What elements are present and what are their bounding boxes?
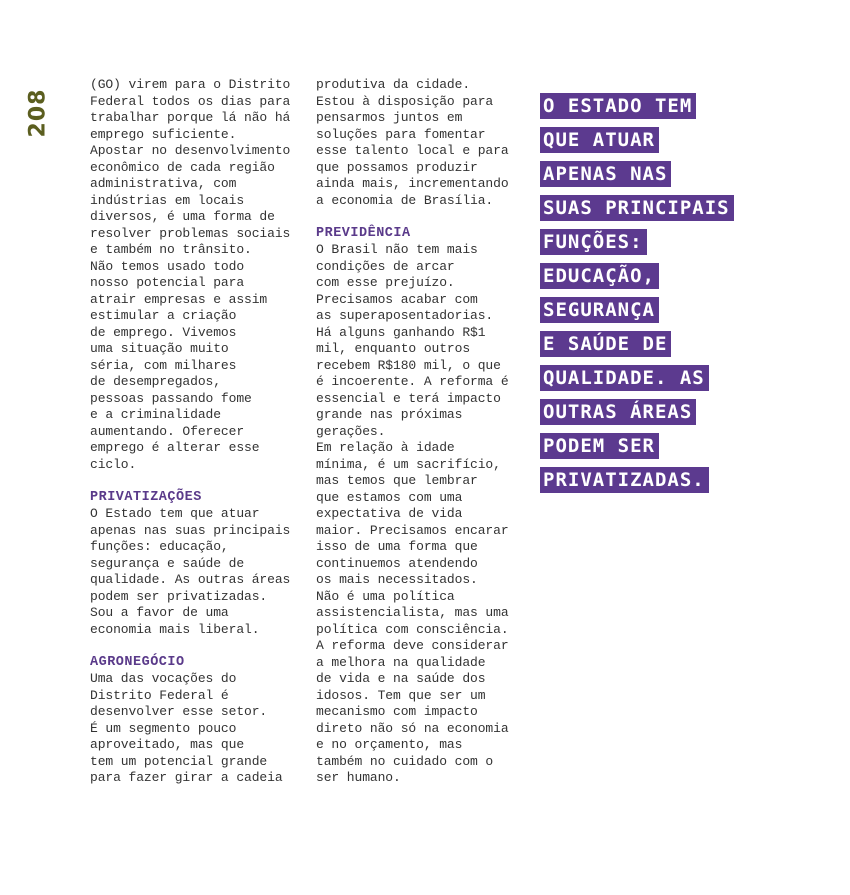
paragraph-economy xyxy=(316,77,538,209)
text-line: aproveitado, mas que xyxy=(90,737,245,752)
text-column-middle xyxy=(316,77,538,787)
text-line: ainda mais, incrementando xyxy=(316,176,509,191)
text-line: maior. Precisamos encarar xyxy=(316,522,509,538)
text-line: mil, enquanto outros xyxy=(316,341,471,356)
spacer xyxy=(316,209,538,226)
text-line: ciclo. xyxy=(90,456,137,472)
pull-quote-line: PODEM SER xyxy=(540,433,659,459)
pull-quote-line: EDUCAÇÃO, xyxy=(540,263,659,289)
page-number-text: 208 xyxy=(25,88,51,138)
spacer xyxy=(90,638,310,655)
text-line: também no cuidado com o xyxy=(316,753,494,769)
text-line: tem um potencial grande xyxy=(90,753,268,769)
text-line: segurança e saúde de xyxy=(90,555,245,571)
text-line: direto não só na economia xyxy=(316,720,509,736)
text-line: essencial e terá impacto xyxy=(316,390,501,406)
text-line: podem ser privatizadas. xyxy=(90,588,268,604)
text-line: É um segmento pouco xyxy=(90,720,237,736)
text-line: condições de arcar xyxy=(316,258,455,274)
text-line: desenvolver esse setor. xyxy=(90,704,268,719)
text-line: idosos. Tem que ser um xyxy=(316,687,486,703)
text-line: Distrito Federal é xyxy=(90,687,229,703)
pull-quote-line: SUAS PRINCIPAIS xyxy=(540,195,734,221)
text-line: política com consciência. xyxy=(316,621,509,637)
text-line: soluções para fomentar xyxy=(316,126,486,142)
page-number xyxy=(25,88,51,138)
text-line: esse talento local e para xyxy=(316,143,509,158)
text-line: as superaposentadorias. xyxy=(316,308,494,323)
paragraph-previdencia xyxy=(316,242,538,787)
text-line: com esse prejuízo. xyxy=(316,275,455,290)
text-line: Não temos usado todo xyxy=(90,258,245,274)
text-line: e no orçamento, mas xyxy=(316,737,463,752)
pull-quote-line: QUALIDADE. AS xyxy=(540,365,709,391)
text-line: de desempregados, xyxy=(90,374,221,389)
text-line: expectativa de vida xyxy=(316,506,463,521)
text-line: nosso potencial para xyxy=(90,275,245,290)
text-line: recebem R$180 mil, o que xyxy=(316,357,501,373)
paragraph-development xyxy=(90,77,310,473)
text-line: aumentando. Oferecer xyxy=(90,423,245,439)
text-line: econômico de cada região xyxy=(90,159,275,175)
text-line: grande nas próximas xyxy=(316,407,463,422)
text-line: Há alguns ganhando R$1 xyxy=(316,324,486,340)
text-line: de vida e na saúde dos xyxy=(316,671,486,686)
pull-quote-line: OUTRAS ÁREAS xyxy=(540,399,696,425)
text-line: Sou a favor de uma xyxy=(90,605,229,620)
text-line: qualidade. As outras áreas xyxy=(90,572,291,587)
text-line: O Brasil não tem mais xyxy=(316,242,478,257)
pull-quote-line: O ESTADO TEM xyxy=(540,93,696,119)
text-line: diversos, é uma forma de xyxy=(90,209,275,224)
text-line: os mais necessitados. xyxy=(316,572,478,587)
text-line: Uma das vocações do xyxy=(90,671,237,686)
heading-previdencia: PREVIDÊNCIA xyxy=(316,225,411,241)
pull-quote-line: PRIVATIZADAS. xyxy=(540,467,709,493)
heading-privatizacoes: PRIVATIZAÇÕES xyxy=(90,489,202,505)
text-line: emprego é alterar esse xyxy=(90,440,260,455)
spacer xyxy=(90,473,310,490)
text-line: Não é uma política xyxy=(316,588,455,604)
text-line: trabalhar porque lá não há xyxy=(90,110,291,125)
text-line: que estamos com uma xyxy=(316,489,463,505)
heading-agronegocio: AGRONEGÓCIO xyxy=(90,654,185,670)
text-line: funções: educação, xyxy=(90,539,229,554)
text-line: mas temos que lembrar xyxy=(316,473,478,488)
text-line: e também no trânsito. xyxy=(90,242,252,257)
text-line: gerações. xyxy=(316,423,386,439)
text-line: Apostar no desenvolvimento xyxy=(90,143,291,158)
text-line: atrair empresas e assim xyxy=(90,291,268,307)
text-line: Estou à disposição para xyxy=(316,93,494,109)
text-line: Federal todos os dias para xyxy=(90,93,291,109)
paragraph-agronegocio xyxy=(90,671,310,787)
text-line: O Estado tem que atuar xyxy=(90,506,260,521)
text-line: de emprego. Vivemos xyxy=(90,324,237,340)
pull-quote-line: SEGURANÇA xyxy=(540,297,659,323)
text-line: Em relação à idade xyxy=(316,440,455,455)
text-line: resolver problemas sociais xyxy=(90,225,291,241)
text-line: produtiva da cidade. xyxy=(316,77,471,92)
text-line: continuemos atendendo xyxy=(316,555,478,571)
paragraph-privatizacoes xyxy=(90,506,310,638)
text-line: para fazer girar a cadeia xyxy=(90,770,283,785)
text-line: a melhora na qualidade xyxy=(316,654,486,670)
text-line: emprego suficiente. xyxy=(90,126,237,142)
text-line: economia mais liberal. xyxy=(90,621,260,637)
text-line: mecanismo com impacto xyxy=(316,704,478,719)
text-line: ser humano. xyxy=(316,770,401,785)
pull-quote xyxy=(540,93,800,501)
text-line: indústrias em locais xyxy=(90,192,245,208)
pull-quote-line: APENAS NAS xyxy=(540,161,671,187)
text-column-left xyxy=(90,77,310,787)
text-line: é incoerente. A reforma é xyxy=(316,374,509,389)
text-line: A reforma deve considerar xyxy=(316,638,509,653)
text-line: Precisamos acabar com xyxy=(316,291,478,307)
pull-quote-line: E SAÚDE DE xyxy=(540,331,671,357)
text-line: uma situação muito xyxy=(90,341,229,356)
pull-quote-line: FUNÇÕES: xyxy=(540,229,647,255)
text-line: mínima, é um sacrifício, xyxy=(316,456,501,472)
text-line: (GO) virem para o Distrito xyxy=(90,77,291,92)
text-line: séria, com milhares xyxy=(90,357,237,373)
text-line: pensarmos juntos em xyxy=(316,110,463,125)
text-line: pessoas passando fome xyxy=(90,390,252,406)
text-line: administrativa, com xyxy=(90,176,237,191)
pull-quote-line: QUE ATUAR xyxy=(540,127,659,153)
text-line: estimular a criação xyxy=(90,308,237,323)
text-line: a economia de Brasília. xyxy=(316,192,494,208)
text-line: e a criminalidade xyxy=(90,407,221,422)
text-line: isso de uma forma que xyxy=(316,539,478,554)
text-line: assistencialista, mas uma xyxy=(316,605,509,620)
text-line: que possamos produzir xyxy=(316,159,478,175)
text-line: apenas nas suas principais xyxy=(90,522,291,538)
